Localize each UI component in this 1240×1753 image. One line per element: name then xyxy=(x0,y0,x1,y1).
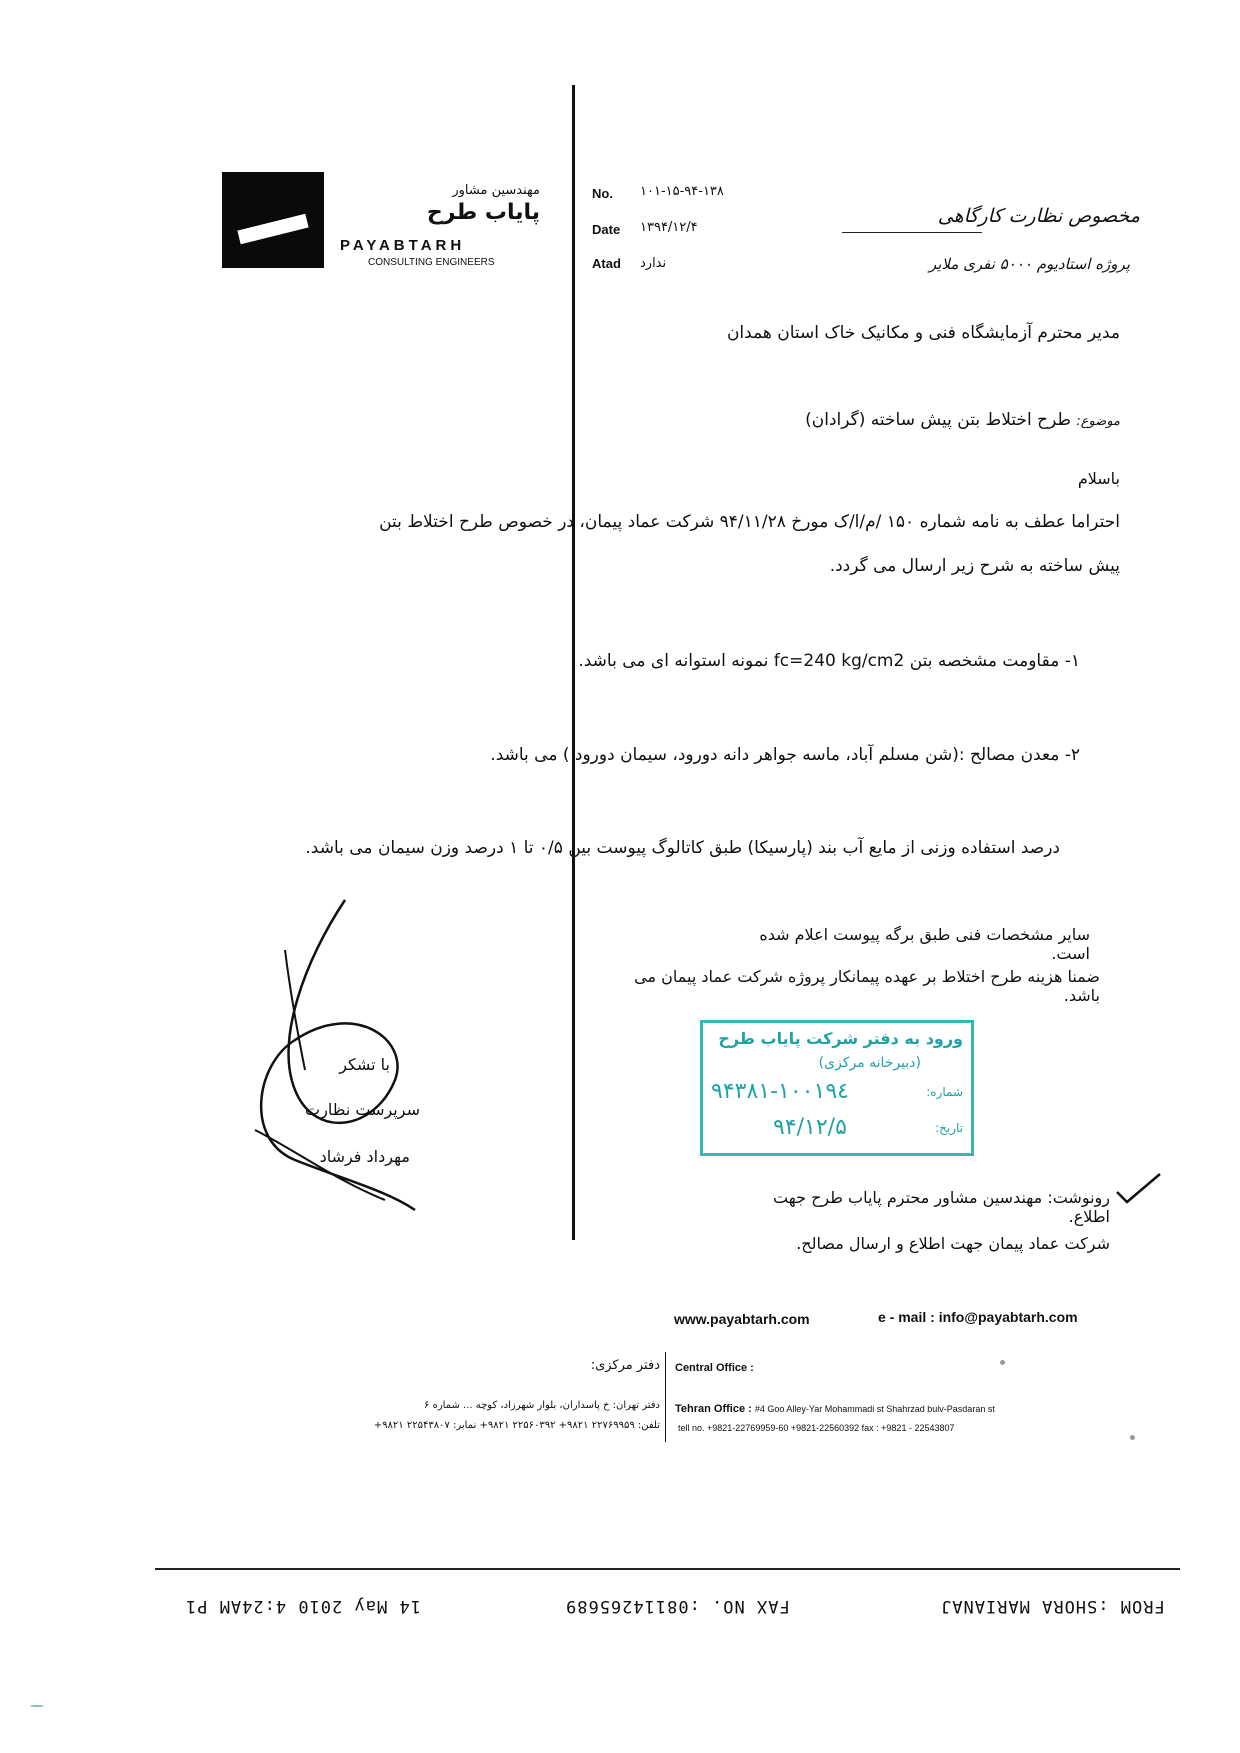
stamp-date-value: ۹۴/۱۲/۵ xyxy=(773,1115,847,1140)
stamp-number-value: ۱۰۰۱۹٤-۹۴۳۸۱ xyxy=(711,1079,849,1104)
attachment-label: Atad xyxy=(592,256,621,271)
tehran-office-label-en: Tehran Office : xyxy=(675,1403,752,1415)
number-value: ۱۰۱-۱۵-۹۴-۱۳۸ xyxy=(640,184,724,199)
cost-note: ضمنا هزینه طرح اختلاط بر عهده پیمانکار پروژه شرکت عماد پیمان می باشد. xyxy=(634,967,1100,1005)
intro-line-1: احتراما عطف به نامه شماره ۱۵۰ /م/ا/ک مورخ ۹۴/۱۱/۲۸ شرکت عماد پیمان، در خصوص طرح اختلاط بتن xyxy=(379,512,1120,532)
subject-text: طرح اختلاط بتن پیش ساخته (گرادان) xyxy=(805,410,1072,430)
stamp-subtitle: (دبیرخانه مرکزی) xyxy=(818,1055,921,1071)
stamp-title: ورود به دفتر شرکت پایاب طرح xyxy=(718,1029,963,1048)
email-label: e - mail : xyxy=(878,1309,935,1325)
cc-line-1: رونوشت: مهندسین مشاور محترم پایاب طرح جهت اطلاع. xyxy=(773,1188,1110,1226)
fax-number: FAX NO. :08114265689 xyxy=(565,1596,790,1616)
receipt-stamp xyxy=(700,1020,974,1156)
email-line xyxy=(878,1309,1078,1325)
subject-line xyxy=(680,410,1120,430)
email-link[interactable]: info@payabtarh.com xyxy=(938,1309,1078,1325)
date-value: ۱۳۹۴/۱۲/۴ xyxy=(640,220,698,235)
scan-artifact xyxy=(30,1705,44,1707)
scan-artifact xyxy=(1000,1360,1005,1365)
scan-artifact xyxy=(1130,1435,1135,1440)
logo-name-fa: پایاب طرح xyxy=(426,200,540,225)
stamp-date-label: تاریخ: xyxy=(935,1121,963,1135)
fax-from: FROM :SHORA MARIANAJ xyxy=(940,1596,1165,1616)
signature-thanks: با تشکر xyxy=(339,1055,390,1074)
number-label: No. xyxy=(592,186,613,201)
tehran-office-phones-fa: تلفن: ۲۲۷۶۹۹۵۹ ۹۸۲۱+ ۲۲۵۶۰۳۹۲ ۹۸۲۱+ نمابر: ۲۲۵۴۳۸۰۷ ۹۸۲۱+ xyxy=(373,1420,660,1431)
fax-header-rule xyxy=(155,1568,1180,1570)
logo-name-en: PAYABTARH xyxy=(340,237,466,254)
cc-line-2: شرکت عماد پیمان جهت اطلاع و ارسال مصالح. xyxy=(796,1234,1110,1253)
signature-name: مهرداد فرشاد xyxy=(319,1147,410,1166)
logo-subtitle-fa: مهندسین مشاور xyxy=(452,183,540,198)
tehran-office-phones-en: tell no. +9821-22769959-60 +9821-22560392 fax : +9821 - 22543807 xyxy=(678,1423,955,1433)
greeting: باسلام xyxy=(1077,469,1120,488)
handwritten-underline xyxy=(842,232,982,233)
logo-tagline-en: CONSULTING ENGINEERS xyxy=(368,257,495,268)
company-logo-mark xyxy=(222,172,324,268)
checkmark-icon xyxy=(1115,1170,1165,1210)
date-label: Date xyxy=(592,222,621,237)
fax-datetime: 14 May 2010 4:24AM P1 xyxy=(185,1596,421,1616)
item-2-materials: ۲- معدن مصالح :(شن مسلم آباد، ماسه جواهر دانه دورود، سیمان دورود ) می باشد. xyxy=(490,745,1080,765)
signature-title: سرپرست نظارت xyxy=(305,1100,420,1119)
intro-line-2: پیش ساخته به شرح زیر ارسال می گردد. xyxy=(829,556,1120,576)
tehran-office-address-en: #4 Goo Alley-Yar Mohammadi st Shahrzad bulv-Pasdaran st xyxy=(754,1404,995,1414)
tehran-office-address-fa: دفتر تهران: خ پاسداران، بلوار شهرزاد، کوچه ... شماره ۶ xyxy=(424,1400,660,1411)
central-office-label-en: Central Office : xyxy=(675,1362,754,1374)
website-link[interactable]: www.payabtarh.com xyxy=(674,1311,810,1327)
recipient: مدیر محترم آزمایشگاه فنی و مکانیک خاک استان همدان xyxy=(726,323,1120,343)
item-3-admixture: درصد استفاده وزنی از مایع آب بند (پارسیکا) طبق کاتالوگ پیوست بین ۰/۵ تا ۱ درصد وزن سیمان می باشد. xyxy=(305,838,1060,858)
handwritten-project-name: پروژه استادیوم ۵۰۰۰ نفری ملایر xyxy=(928,255,1130,273)
central-office-label-fa: دفتر مرکزی: xyxy=(590,1358,660,1373)
stamp-number-label: شماره: xyxy=(926,1085,963,1099)
handwritten-header-title: مخصوص نظارت کارگاهی xyxy=(937,205,1140,227)
attachment-value: ندارد xyxy=(640,256,667,271)
subject-label: موضوع: xyxy=(1076,414,1120,429)
other-specs-note: سایر مشخصات فنی طبق برگه پیوست اعلام شده است. xyxy=(759,925,1090,963)
item-1-strength: ۱- مقاومت مشخصه بتن fc=240 kg/cm2 نمونه استوانه ای می باشد. xyxy=(578,651,1080,671)
office-divider xyxy=(665,1352,666,1442)
